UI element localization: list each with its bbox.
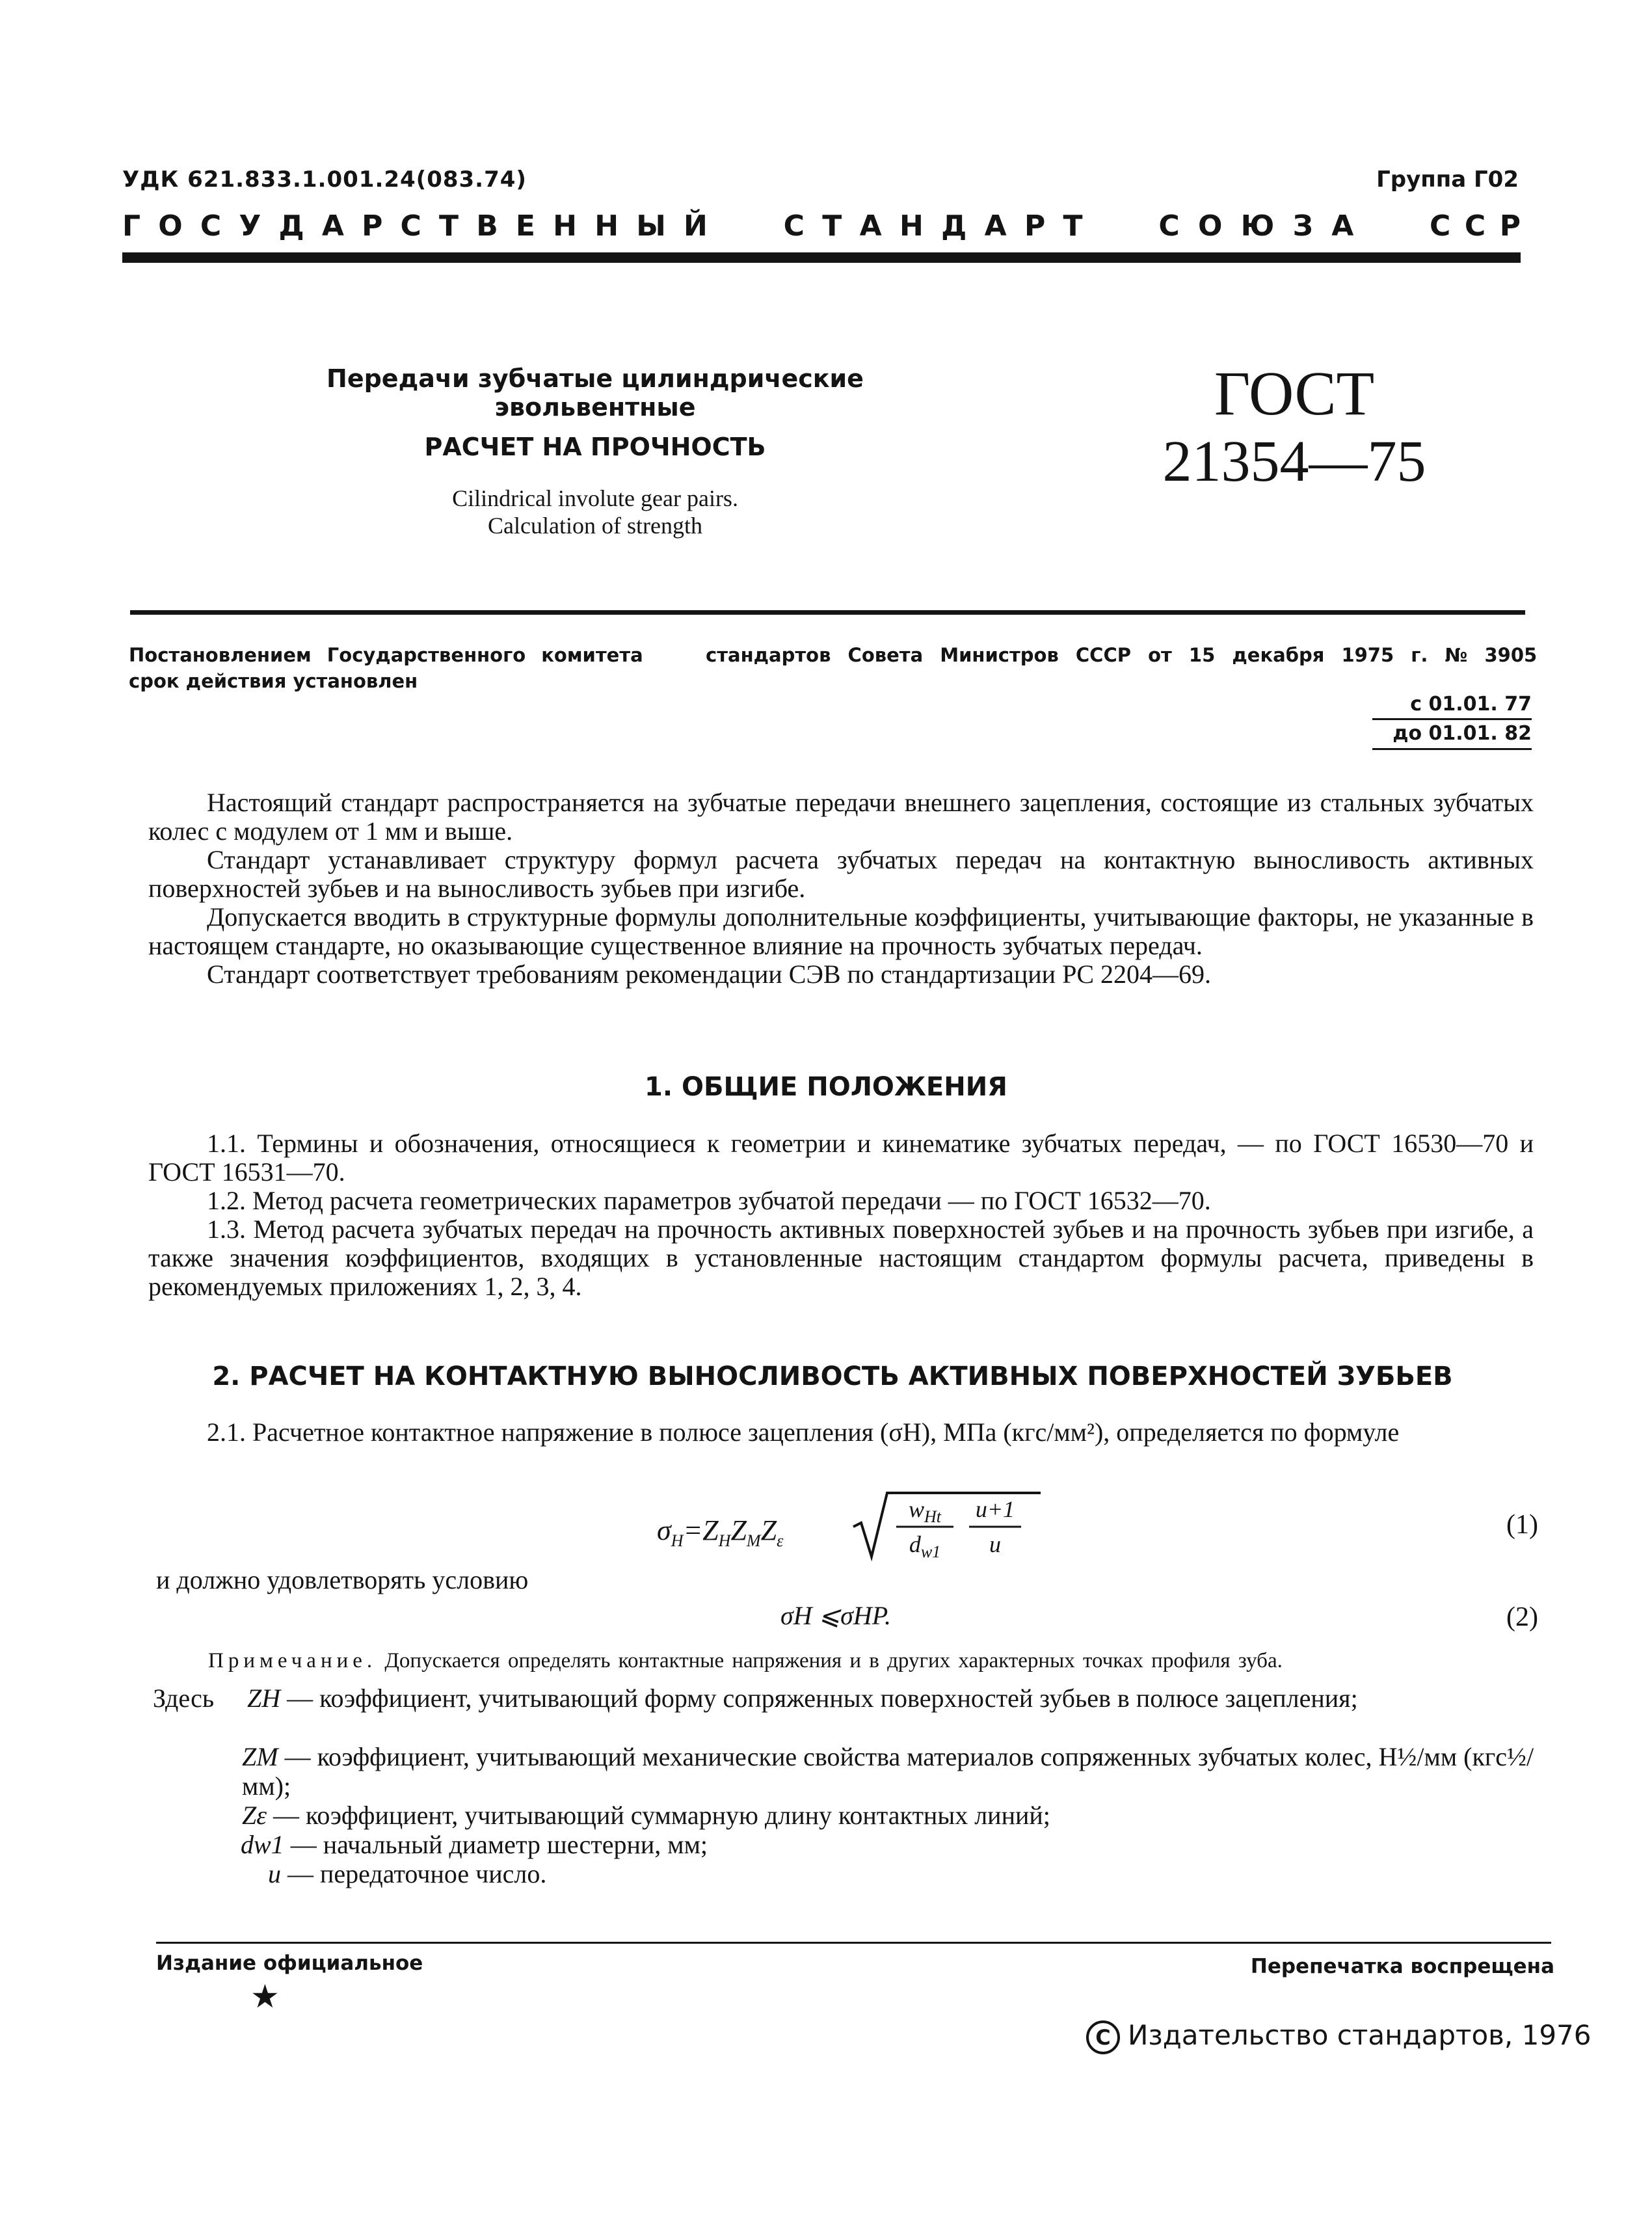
valid-from-date: с 01.01. 77 <box>1410 693 1532 716</box>
title-letter: Н <box>553 209 577 243</box>
title-letter: Й <box>683 209 708 243</box>
section-2-body <box>148 1418 1534 1447</box>
title-letter: Т <box>822 209 842 243</box>
title-rule <box>130 610 1525 615</box>
definition-u <box>268 1859 1545 1888</box>
definition-zh <box>247 1684 1545 1713</box>
title-letter: Т <box>1063 209 1083 243</box>
valid-to-underline <box>1372 748 1532 750</box>
title-letter: С <box>1464 209 1486 243</box>
title-letter: В <box>476 209 498 243</box>
title-letter: Н <box>899 209 924 243</box>
section-2-heading: 2. РАСЧЕТ НА КОНТАКТНУЮ ВЫНОСЛИВОСТЬ АКТИВНЫХ ПОВЕРХНОСТЕЙ ЗУБЬЕВ <box>212 1362 1453 1391</box>
intro-paragraph-3: Допускается вводить в структурные формулы дополнительные коэффициенты, учитывающие факторы, не указанные в настоящем стандарте, но оказывающие существенное влияние на прочность зубчатых передач. <box>148 902 1534 960</box>
official-edition: Издание официальное <box>156 1952 423 1975</box>
title-word-3 <box>1158 209 1353 243</box>
decree-line-c: срок действия установлен <box>129 670 418 692</box>
intro-paragraph-1: Настоящий стандарт распространяется на зубчатые передачи внешнего зацепления, состоящие из стальных зубчатых колес с модулем от 1 мм и выше. <box>148 788 1534 846</box>
formula-1 <box>657 1486 1047 1564</box>
title-letter: А <box>984 209 1007 243</box>
section-1-heading: 1. ОБЩИЕ ПОЛОЖЕНИЯ <box>645 1072 1007 1102</box>
intro-paragraph-2: Стандарт устанавливает структуру формул расчета зубчатых передач на контактную выносливость активных поверхностей зубьев и на выносливость зубьев при изгибе. <box>148 845 1534 903</box>
title-letter: С <box>1429 209 1451 243</box>
title-letter: С <box>1158 209 1180 243</box>
clause-2-1: 2.1. Расчетное контактное напряжение в полюсе зацепления (σH), МПа (кгс/мм²), определяется по формуле <box>207 1417 1400 1447</box>
title-letter: С <box>783 209 805 243</box>
document-title-en <box>237 485 953 539</box>
gost-label: ГОСТ <box>1214 358 1375 428</box>
note <box>208 1649 1548 1673</box>
valid-from-underline <box>1372 718 1532 720</box>
title-letter: Д <box>278 209 304 243</box>
here-label: Здесь <box>153 1684 215 1713</box>
intro-paragraph-4: Стандарт соответствует требованиям рекомендации СЭВ по стандартизации PC 2204—69. <box>207 960 1212 989</box>
symbol-zh: ZH <box>247 1684 281 1713</box>
title-letter: Т <box>438 209 459 243</box>
note-label: Примечание. <box>208 1649 377 1672</box>
title-letter: О <box>158 209 183 243</box>
clause-1-1: 1.1. Термины и обозначения, относящиеся к геометрии и кинематике зубчатых передач, — по ГОСТ 16530—70 и ГОСТ 16531—70. <box>148 1129 1534 1187</box>
symbol-zm: ZM <box>242 1742 278 1771</box>
title-letter: Н <box>594 209 619 243</box>
copyright-icon: C <box>1086 2020 1120 2054</box>
valid-to-date: до 01.01. 82 <box>1392 722 1532 745</box>
title-letter: У <box>239 209 261 243</box>
star-icon: ★ <box>250 1978 280 2015</box>
header-rule <box>122 252 1521 263</box>
title-letter: Е <box>515 209 535 243</box>
copyright <box>1086 2019 1591 2054</box>
fraction-1-denominator: $d_{w1}$ <box>909 1531 941 1562</box>
symbol-u: u <box>268 1859 281 1888</box>
state-standard-title <box>122 209 1521 243</box>
decree-line-a: Постановлением Государственного комитета <box>129 644 643 666</box>
title-letter: А <box>1331 209 1354 243</box>
definition-ze-text: — коэффициент, учитывающий суммарную длину контактных линий; <box>273 1801 1050 1830</box>
title-letter: С <box>200 209 222 243</box>
note-text: Допускается определять контактные напряжения и в других характерных точках профиля зуба. <box>384 1649 1283 1672</box>
definition-dw1-text: — начальный диаметр шестерни, мм; <box>290 1830 708 1859</box>
title-letter: Г <box>122 209 141 243</box>
group-code: Группа Г02 <box>1376 167 1519 193</box>
definition-ze <box>242 1801 1545 1830</box>
fraction-2-numerator: u+1 <box>975 1496 1015 1522</box>
intro-text <box>148 788 1534 989</box>
document-title-ru: Передачи зубчатые цилиндрические эвольвентные <box>326 364 864 422</box>
title-letter: А <box>321 209 344 243</box>
definition-u-text: — передаточное число. <box>287 1859 547 1888</box>
title-word-4 <box>1430 209 1521 243</box>
title-letter: Р <box>1024 209 1046 243</box>
title-letter: Р <box>362 209 383 243</box>
symbol-dw1: dw1 <box>241 1830 284 1859</box>
formula-2: σH ⩽σHP. <box>780 1601 892 1630</box>
decree-line-b: стандартов Совета Министров СССР от 15 декабря 1975 г. № 3905 <box>706 644 1538 666</box>
title-letter: А <box>859 209 882 243</box>
definition-zm-text: — коэффициент, учитывающий механические свойства материалов сопряженных зубчатых колес, Н½/мм (кгс½/мм); <box>242 1742 1534 1801</box>
title-word-2 <box>784 209 1083 243</box>
clause-1-2: 1.2. Метод расчета геометрических параметров зубчатой передачи — по ГОСТ 16532—70. <box>207 1186 1211 1215</box>
title-letter: Р <box>1499 209 1521 243</box>
title-letter: Ы <box>636 209 666 243</box>
footer-rule <box>156 1942 1551 1944</box>
equation-number-2: (2) <box>1506 1602 1538 1632</box>
definition-dw1 <box>241 1830 1545 1859</box>
reprint-forbidden: Перепечатка воспрещена <box>1250 1955 1554 1978</box>
definition-zh-text: — коэффициент, учитывающий форму сопряженных поверхностей зубьев в полюсе зацепления; <box>287 1684 1358 1713</box>
copyright-text: Издательство стандартов, 1976 <box>1128 2019 1592 2051</box>
title-en-line-1: Cilindrical involute gear pairs. <box>452 485 738 511</box>
clause-1-3: 1.3. Метод расчета зубчатых передач на прочность активных поверхностей зубьев и на прочность зубьев при изгибе, а также значения коэффициентов, входящих в установленные настоящим стандартом формулы расчета, приведены в рекомендуемых приложениях 1, 2, 3, 4. <box>148 1215 1534 1301</box>
fraction-2-denominator: u <box>989 1531 1001 1557</box>
fraction-1-numerator: $w_{Ht}$ <box>908 1496 941 1527</box>
title-word-1 <box>122 209 708 243</box>
udk-code: УДК 621.833.1.001.24(083.74) <box>122 167 527 193</box>
formula-1-lhs: $\sigma_H=Z_HZ_MZ_\varepsilon$ <box>657 1514 784 1550</box>
section-1-body <box>148 1129 1534 1301</box>
title-letter: О <box>1197 209 1223 243</box>
definition-zm <box>242 1742 1545 1801</box>
equation-number-1: (1) <box>1506 1510 1538 1540</box>
condition-text: и должно удовлетворять условию <box>156 1565 529 1594</box>
title-letter: З <box>1292 209 1313 243</box>
gost-number: 21354—75 <box>1162 429 1426 494</box>
title-letter: Ю <box>1240 209 1275 243</box>
title-letter: С <box>400 209 421 243</box>
document-subtitle-ru: РАСЧЕТ НА ПРОЧНОСТЬ <box>424 433 766 461</box>
symbol-ze: Zε <box>242 1801 267 1830</box>
title-letter: Д <box>941 209 967 243</box>
title-en-line-2: Calculation of strength <box>488 513 702 539</box>
